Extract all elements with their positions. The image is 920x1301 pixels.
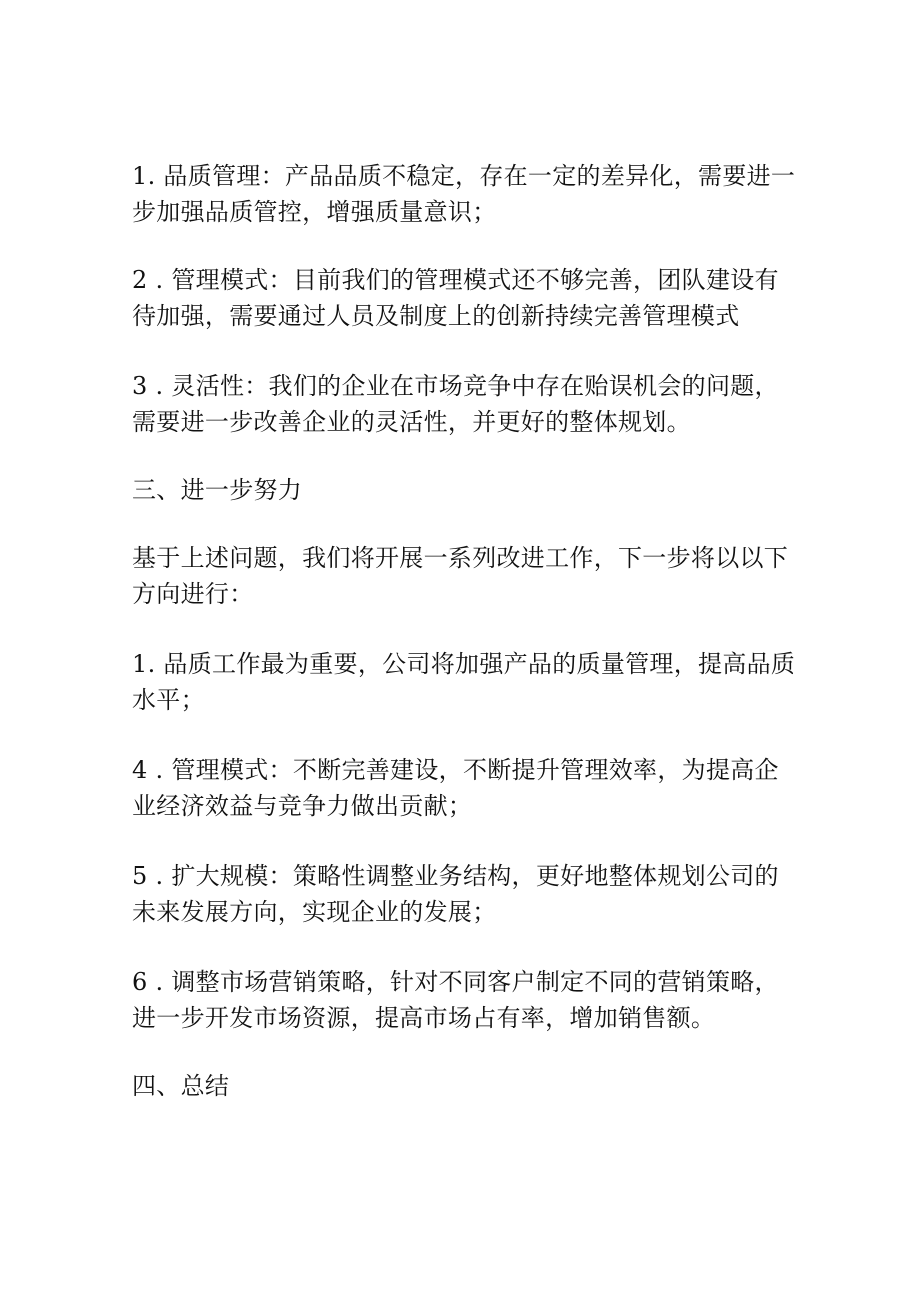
paragraph-flexibility: 3 . 灵活性：我们的企业在市场竞争中存在贻误机会的问题，需要进一步改善企业的灵活性，并更好的整体规划。 [132, 372, 779, 436]
paragraph-management-model: 2 . 管理模式：目前我们的管理模式还不够完善，团队建设有待加强，需要通过人员及制度上的创新持续完善管理模式 [132, 266, 779, 330]
paragraph-improvement-intro: 基于上述问题，我们将开展一系列改进工作，下一步将以以下方向进行： [132, 544, 789, 608]
paragraph-quality-work: 1. 品质工作最为重要，公司将加强产品的质量管理，提高品质水平； [132, 650, 796, 714]
section-heading-summary: 四、总结 [132, 1072, 230, 1100]
paragraph-management-efficiency: 4 . 管理模式：不断完善建设，不断提升管理效率，为提高企业经济效益与竞争力做出贡献； [132, 756, 779, 820]
paragraph-marketing-strategy: 6 . 调整市场营销策略，针对不同客户制定不同的营销策略，进一步开发市场资源，提高市场占有率，增加销售额。 [132, 968, 779, 1032]
paragraph-expand-scale: 5 . 扩大规模：策略性调整业务结构，更好地整体规划公司的未来发展方向，实现企业的发展； [132, 862, 779, 926]
section-heading-further-efforts: 三、进一步努力 [132, 476, 303, 504]
paragraph-quality-management: 1. 品质管理：产品品质不稳定，存在一定的差异化，需要进一步加强品质管控，增强质量意识； [132, 162, 796, 226]
